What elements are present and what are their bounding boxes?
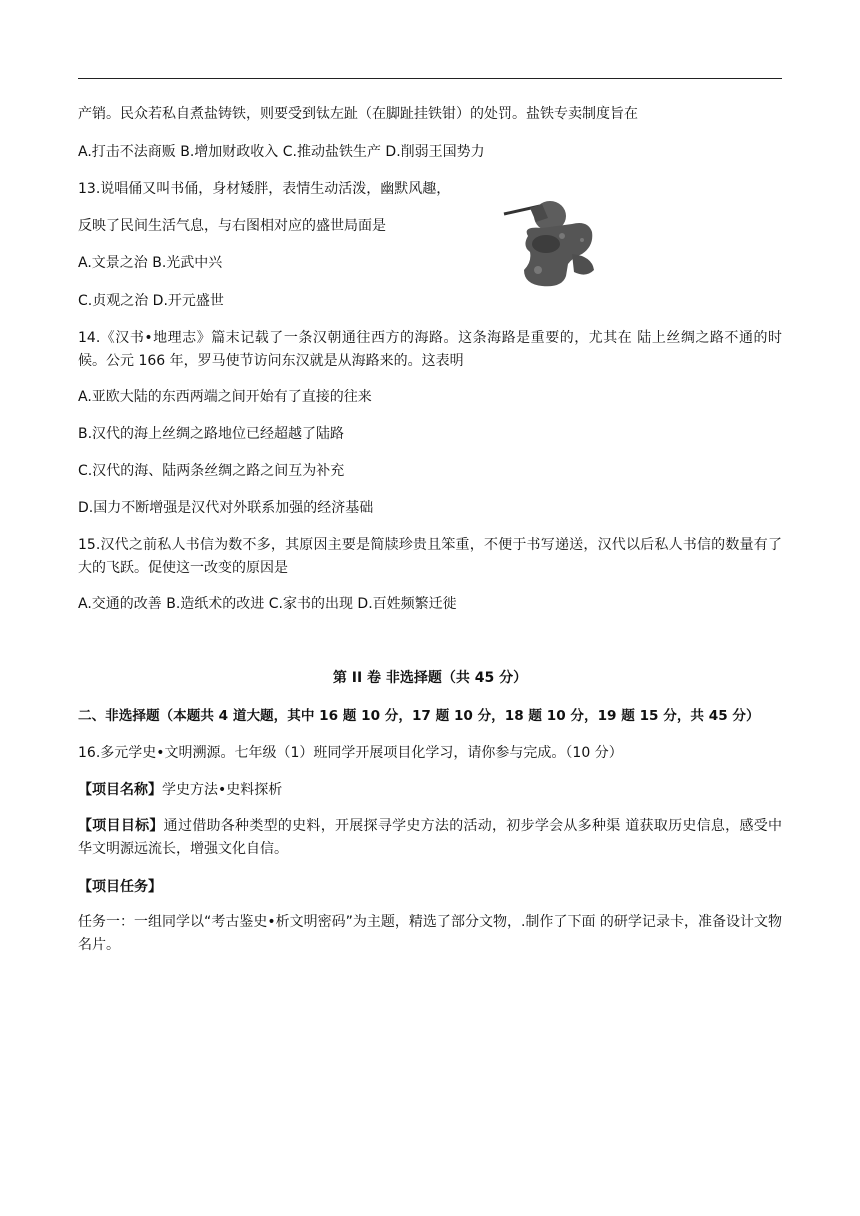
q15-stem: 15.汉代之前私人书信为数不多，其原因主要是简牍珍贵且笨重，不便于书写递送，汉代以后私人书信的数量有了大的飞跃。促使这一改变的原因是 xyxy=(78,537,782,576)
q14-option-a: A.亚欧大陆的东西两端之间开始有了直接的往来 xyxy=(78,389,372,405)
q14-option-d: D.国力不断增强是汉代对外联系加强的经济基础 xyxy=(78,500,374,516)
q15-options: A.交通的改善 B.造纸术的改进 C.家书的出现 D.百姓频繁迁徙 xyxy=(78,596,457,612)
q13-options-row1: A.文景之治 B.光武中兴 xyxy=(78,255,223,271)
q14-option-c: C.汉代的海、陆两条丝绸之路之间互为补充 xyxy=(78,463,345,479)
q14-option-b: B.汉代的海上丝绸之路地位已经超越了陆路 xyxy=(78,426,345,442)
q12-stem-tail: 产销。民众若私自煮盐铸铁，则要受到钛左趾（在脚趾挂铁钳）的处罚。盐铁专卖制度旨在 xyxy=(78,106,638,122)
q16-project-task-label: 【项目任务】 xyxy=(78,879,162,895)
section2-title: 第 II 卷 非选择题（共 45 分） xyxy=(332,670,528,686)
q14-stem: 14.《汉书•地理志》篇末记载了一条汉朝通往西方的海路。这条海路是重要的，尤其在 陆上丝绸之路不通的时候。公元 166 年，罗马使节访问东汉就是从海路来的。这表明 xyxy=(78,330,782,369)
project-name-value: 学史方法•史料探析 xyxy=(162,782,283,798)
q16-project-goal xyxy=(78,815,782,861)
q16-project-name xyxy=(78,779,782,801)
project-goal-value: 通过借助各种类型的史料，开展探寻学史方法的活动，初步学会从多种渠 道获取历史信息，感受中华文明源远流长，增强文化自信。 xyxy=(78,818,783,857)
header-rule xyxy=(78,78,782,79)
q16-stem: 16.多元学史•文明溯源。七年级（1）班同学开展项目化学习，请你参与完成。（10 分） xyxy=(78,745,623,761)
q13-stem-line1: 13.说唱俑又叫书俑，身材矮胖，表情生动活泼，幽默风趣， xyxy=(78,181,451,197)
q13-options-row2: C.贞观之治 D.开元盛世 xyxy=(78,293,224,309)
q13-stem-line2: 反映了民间生活气息，与右图相对应的盛世局面是 xyxy=(78,218,386,234)
project-goal-label: 【项目目标】 xyxy=(78,818,164,834)
section2-heading: 二、非选择题（本题共 4 道大题，其中 16 题 10 分，17 题 10 分，18 题 10 分，19 题 15 分，共 45 分） xyxy=(78,708,760,724)
q16-task1: 任务一：一组同学以“考古鉴史•析文明密码”为主题，精选了部分文物，.制作了下面 的研学记录卡，准备设计文物名片。 xyxy=(78,914,782,953)
project-name-label: 【项目名称】 xyxy=(78,782,162,798)
storyteller-figurine-image xyxy=(502,196,606,290)
q12-options: A.打击不法商贩 B.增加财政收入 C.推动盐铁生产 D.削弱王国势力 xyxy=(78,144,485,160)
